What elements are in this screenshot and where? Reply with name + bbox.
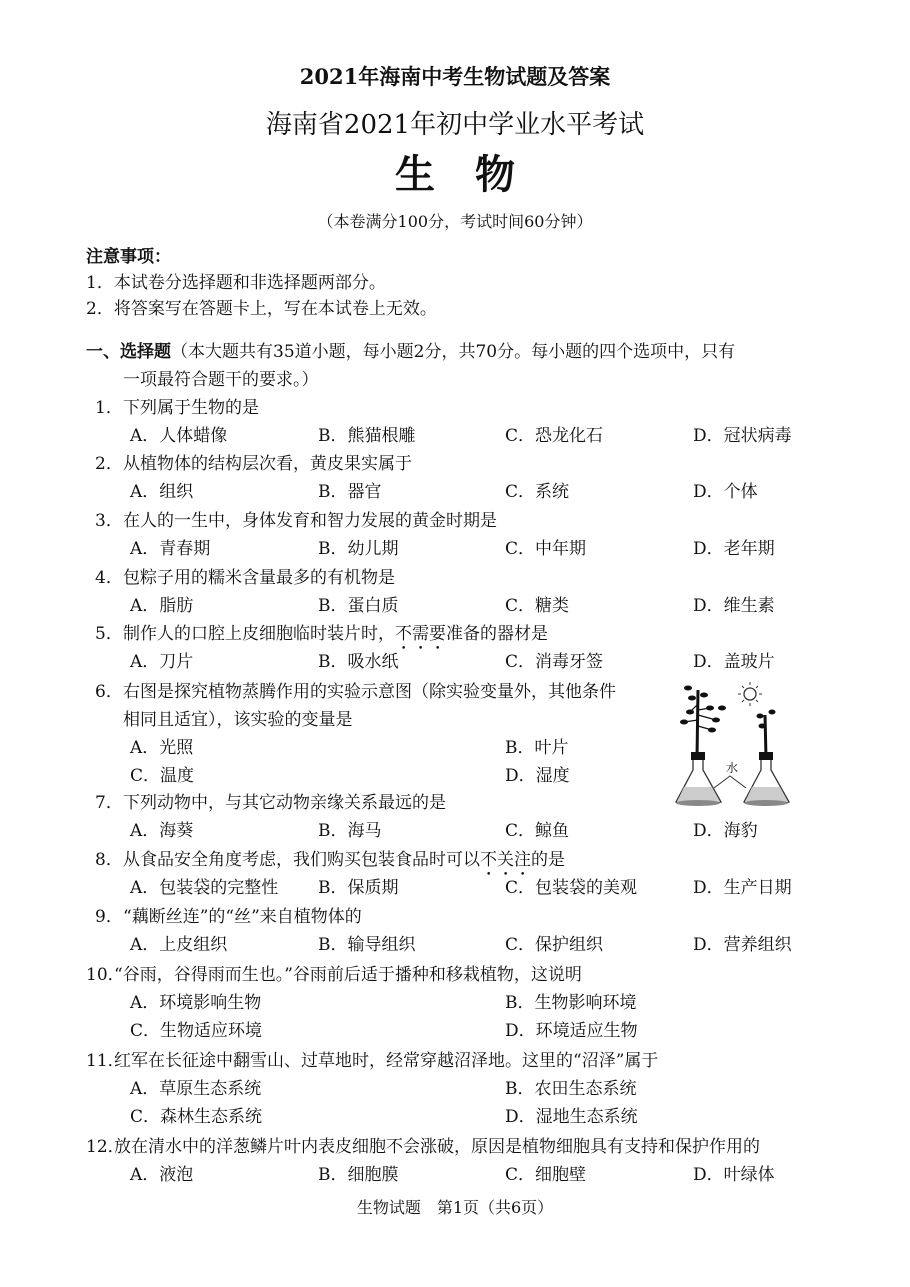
notice-item: 2．将答案写在答题卡上，写在本试卷上无效。 — [86, 299, 437, 319]
question-number: 4． — [95, 568, 123, 588]
answer-option: B．熊猫根雕 — [318, 426, 416, 446]
answer-option: B．吸水纸 — [318, 652, 399, 672]
answer-option: D．老年期 — [693, 539, 775, 559]
answer-option: A．上皮组织 — [130, 935, 228, 955]
question-text: 在人的一生中，身体发育和智力发展的黄金时期是 — [123, 511, 497, 531]
answer-option: C．包装袋的美观 — [505, 878, 638, 898]
question-text-part: 的是 — [531, 850, 565, 870]
question-text — [123, 849, 565, 880]
answer-option: B．农田生态系统 — [505, 1079, 637, 1099]
answer-option: C．保护组织 — [505, 935, 604, 955]
answer-option: C．糖类 — [505, 596, 570, 616]
answer-option: D．营养组织 — [693, 935, 792, 955]
question-text: 相同且适宜），该实验的变量是 — [123, 710, 353, 730]
question-text: 放在清水中的洋葱鳞片叶内表皮细胞不会涨破，原因是植物细胞具有支持和保护作用的 — [114, 1137, 760, 1157]
notice-heading: 注意事项： — [86, 247, 171, 267]
answer-option: D．个体 — [693, 482, 758, 502]
question-number: 5． — [95, 624, 123, 644]
page-footer: 生物试题 第1页（共6页） — [356, 1198, 554, 1217]
question-number: 7． — [95, 793, 123, 813]
question-text-part: 从食品安全角度考虑，我们购买包装食品时可以 — [123, 850, 480, 870]
answer-option: D．叶绿体 — [693, 1165, 775, 1185]
answer-option: A．刀片 — [130, 652, 194, 672]
question-text-part: 准备的器材是 — [446, 624, 548, 644]
water-label: 水 — [726, 761, 739, 775]
question-text: 红军在长征途中翻雪山、过草地时，经常穿越沼泽地。这里的“沼泽”属于 — [114, 1051, 659, 1071]
answer-option: A．青春期 — [130, 539, 211, 559]
answer-option: B．幼儿期 — [318, 539, 399, 559]
answer-option: A．包装袋的完整性 — [130, 878, 279, 898]
answer-option: C．系统 — [505, 482, 570, 502]
emphasized-text: 不需要 — [395, 624, 446, 644]
answer-option: A．组织 — [130, 482, 194, 502]
answer-option: C．森林生态系统 — [130, 1107, 263, 1127]
question-text: 右图是探究植物蒸腾作用的实验示意图（除实验变量外，其他条件 — [123, 682, 616, 702]
notice-item: 1．本试卷分选择题和非选择题两部分。 — [86, 273, 386, 293]
answer-option: B．保质期 — [318, 878, 399, 898]
exam-note: （本卷满分100分，考试时间60分钟） — [317, 212, 593, 231]
question-number: 12． — [86, 1137, 125, 1157]
answer-option: C．细胞壁 — [505, 1165, 587, 1185]
question-number: 2． — [95, 454, 123, 474]
answer-option: B．叶片 — [505, 738, 569, 758]
answer-option: B．蛋白质 — [318, 596, 399, 616]
section-desc-cont: 一项最符合题干的要求。） — [123, 370, 319, 390]
answer-option: D．维生素 — [693, 596, 775, 616]
answer-option: A．人体蜡像 — [130, 426, 228, 446]
question-text: 下列动物中，与其它动物亲缘关系最远的是 — [123, 793, 446, 813]
answer-option: C．温度 — [130, 766, 195, 786]
answer-option: C．中年期 — [505, 539, 587, 559]
section-desc: （本大题共有35道小题，每小题2分，共70分。每小题的四个选项中，只有 — [171, 342, 736, 362]
section-heading — [86, 341, 735, 363]
answer-option: D．海豹 — [693, 821, 758, 841]
answer-option: C．生物适应环境 — [130, 1021, 263, 1041]
flask-right — [744, 710, 789, 807]
question-number: 11． — [86, 1051, 125, 1071]
question-number: 8． — [95, 850, 123, 870]
answer-option: B．细胞膜 — [318, 1165, 399, 1185]
question-text — [123, 623, 548, 654]
flask-left — [676, 686, 726, 807]
answer-option: A．脂肪 — [130, 596, 194, 616]
answer-option: A．草原生态系统 — [130, 1079, 262, 1099]
answer-option: B．器官 — [318, 482, 382, 502]
question-number: 3． — [95, 511, 123, 531]
answer-option: D．湿地生态系统 — [505, 1107, 638, 1127]
section-label: 一、选择题 — [86, 342, 171, 362]
answer-option: A．海葵 — [130, 821, 194, 841]
answer-option: B．输导组织 — [318, 935, 416, 955]
answer-option: D．盖玻片 — [693, 652, 775, 672]
question-number: 6． — [95, 682, 123, 702]
answer-option: C．消毒牙签 — [505, 652, 604, 672]
question-text-part: 制作人的口腔上皮细胞临时装片时， — [123, 624, 395, 644]
question-number: 10． — [86, 965, 125, 985]
emphasized-text: 不关注 — [480, 850, 531, 870]
subject-title: 生物 — [395, 151, 555, 198]
question-text: 从植物体的结构层次看，黄皮果实属于 — [123, 454, 412, 474]
document-title: 2021年海南中考生物试题及答案 — [299, 64, 611, 89]
question-text: “藕断丝连”的“丝”来自植物体的 — [123, 907, 362, 927]
answer-option: D．环境适应生物 — [505, 1021, 638, 1041]
answer-option: B．生物影响环境 — [505, 993, 637, 1013]
question-text: “谷雨，谷得雨而生也。”谷雨前后适于播种和移栽植物，这说明 — [114, 965, 582, 985]
transpiration-experiment-figure — [664, 680, 804, 810]
answer-option: A．光照 — [130, 738, 194, 758]
question-text: 包粽子用的糯米含量最多的有机物是 — [123, 568, 395, 588]
answer-option: A．环境影响生物 — [130, 993, 262, 1013]
sun-icon — [738, 682, 762, 706]
answer-option: D．冠状病毒 — [693, 426, 792, 446]
question-text: 下列属于生物的是 — [123, 398, 259, 418]
answer-option: D．湿度 — [505, 766, 570, 786]
answer-option: C．鲸鱼 — [505, 821, 570, 841]
answer-option: A．液泡 — [130, 1165, 194, 1185]
question-number: 1． — [95, 398, 123, 418]
question-number: 9． — [95, 907, 123, 927]
answer-option: C．恐龙化石 — [505, 426, 604, 446]
answer-option: D．生产日期 — [693, 878, 792, 898]
exam-title: 海南省2021年初中学业水平考试 — [265, 110, 645, 140]
answer-option: B．海马 — [318, 821, 382, 841]
